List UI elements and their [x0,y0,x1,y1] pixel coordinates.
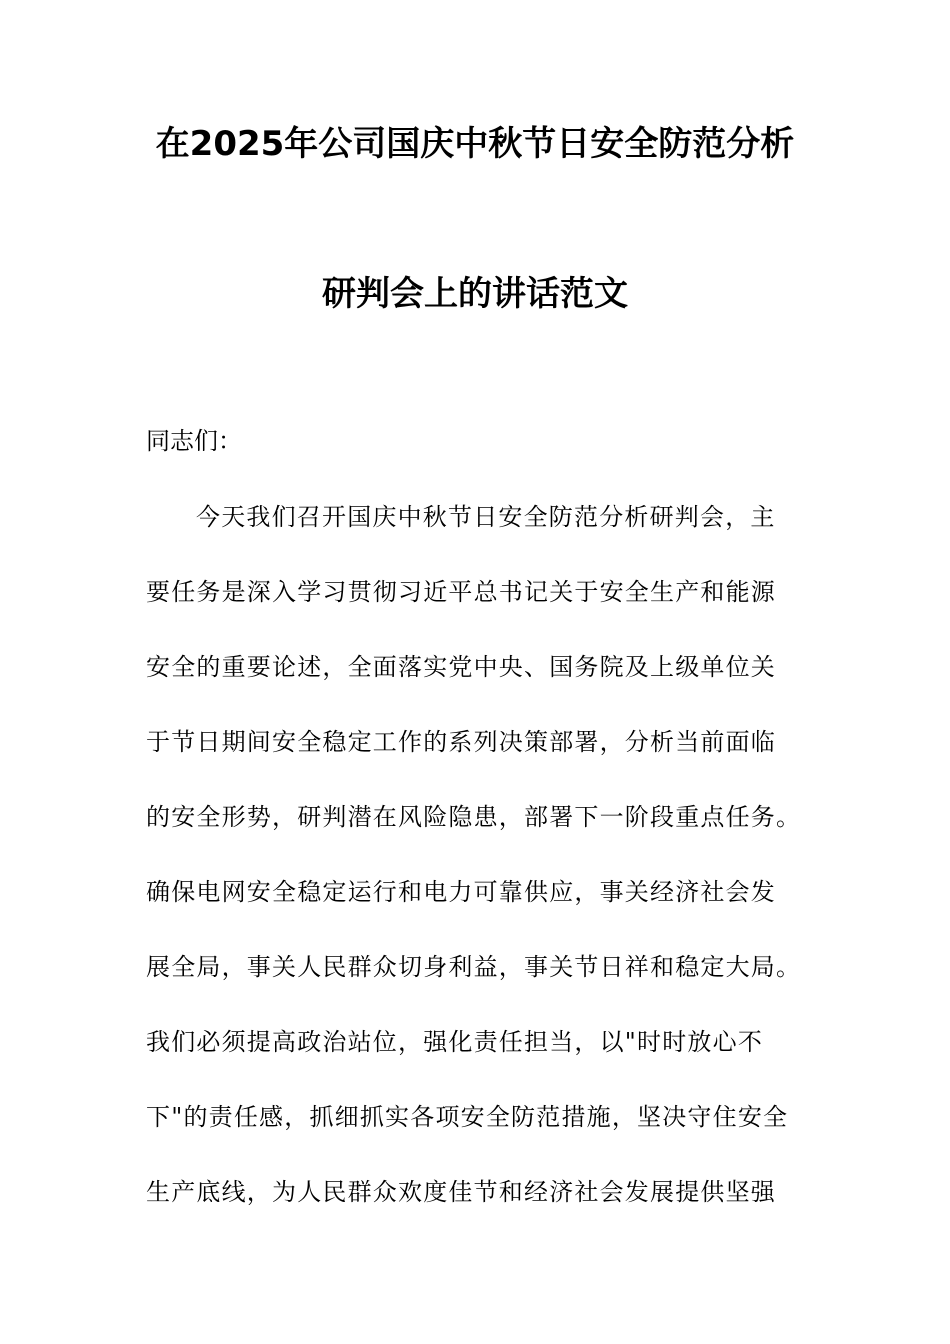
document-title-line-1: 在2025年公司国庆中秋节日安全防范分析 [155,124,795,164]
paragraph-line: 的安全形势，研判潜在风险隐患，部署下一阶段重点任务。 [146,803,802,831]
paragraph-line: 我们必须提高政治站位，强化责任担当，以"时时放心不 [146,1028,764,1056]
paragraph-line: 生产底线，为人民群众欢度佳节和经济社会发展提供坚强 [146,1178,776,1206]
paragraph-line: 确保电网安全稳定运行和电力可靠供应，事关经济社会发 [146,878,776,906]
salutation: 同志们： [146,427,242,455]
paragraph-line: 安全的重要论述，全面落实党中央、国务院及上级单位关 [146,653,776,681]
paragraph-line: 下"的责任感，抓细抓实各项安全防范措施，坚决守住安全 [146,1103,789,1131]
paragraph-line: 展全局，事关人民群众切身利益，事关节日祥和稳定大局。 [146,953,802,981]
document-title-line-2: 研判会上的讲话范文 [322,274,628,314]
paragraph-line: 于节日期间安全稳定工作的系列决策部署，分析当前面临 [146,728,776,756]
paragraph-line: 今天我们召开国庆中秋节日安全防范分析研判会，主 [196,503,776,531]
paragraph-line: 要任务是深入学习贯彻习近平总书记关于安全生产和能源 [146,578,776,606]
